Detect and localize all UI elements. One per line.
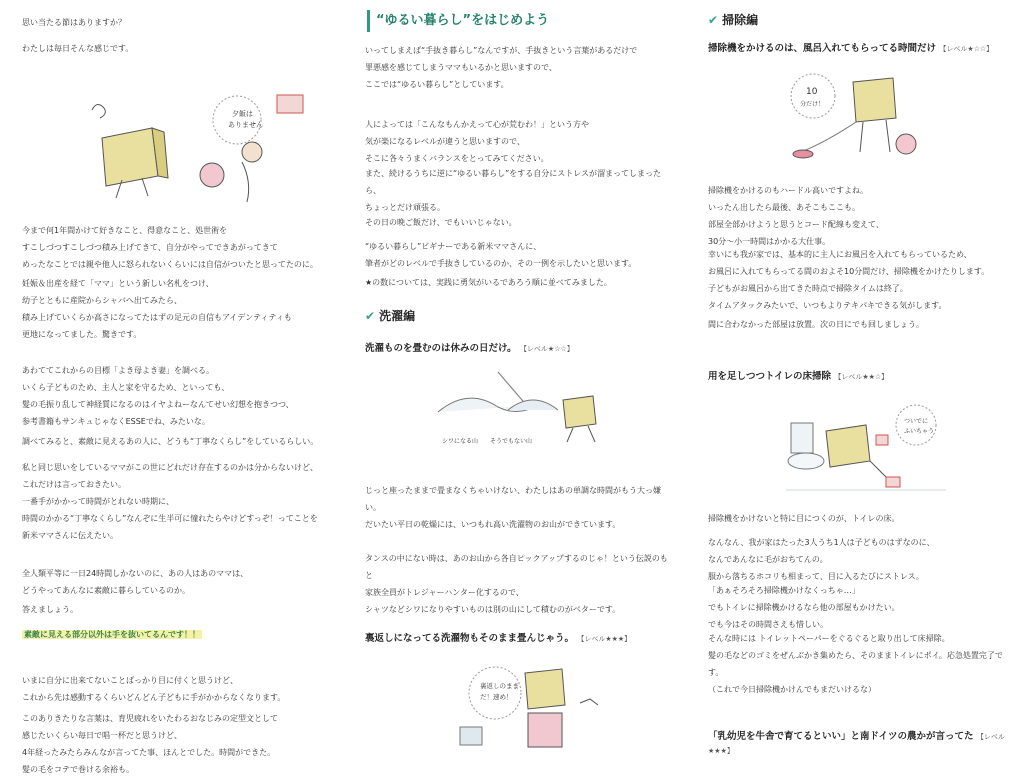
c2-para-1-line-2: 罪悪感を感じてしまうママもいるかと思いますので、 — [365, 63, 557, 72]
para-8-line-1: いまに自分に出来てないことばっかり目に付くと思うけど、 — [22, 676, 238, 685]
c2-para-3-line-1: また、続けるうちに逆に“ゆるい暮らし”をする自分にストレスが溜まってしまったら、 — [365, 169, 662, 195]
c3-para-7-line-1: 「あぁそろそろ掃除機かけなくっちゃ…」 — [708, 586, 860, 595]
para-5-line-5: 新米ママさんに伝えたい。 — [22, 531, 118, 540]
section-laundry-label: 洗濯編 — [379, 309, 416, 323]
illus-c3-1-text-b: 分だけ！ — [800, 101, 825, 108]
cleaning-sub-1-title: 掃除機をかけるのは、風呂入れてもらってる時間だけ — [708, 43, 937, 54]
c2-para-9 — [365, 550, 670, 618]
para-9-line-3: 4年経ったみたらみんなが言ってた事、ほんとでした。時間ができた。 — [22, 748, 276, 757]
c3-para-3-line-1: 子どもがお風呂から出てきた時点で掃除タイムは終了。 — [708, 284, 908, 293]
c3-para-6 — [708, 534, 935, 585]
c3-para-5: 掃除機をかけないと特に目につくのが、トイレの床。 — [708, 514, 900, 523]
para-7: 答えましょう。 — [22, 605, 78, 614]
illustration-toilet-box — [786, 395, 946, 495]
c3-para-8-line-1: そんな時には トイレットペーパーをぐるぐると取り出して床掃除。 — [708, 634, 950, 643]
para-9-line-2: 感じたいくらい毎日で唱一杯だと思うけど、 — [22, 731, 182, 740]
c3-para-1 — [708, 182, 884, 250]
section-cleaning-label: 掃除編 — [722, 13, 759, 27]
para-3 — [22, 362, 294, 430]
c3-para-1-line-2: いったん出したら最後、あそこもここも。 — [708, 203, 860, 212]
para-2-line-1: 妊娠＆出産を経て「ママ」という新しい名札をつけ、 — [22, 279, 214, 288]
laundry-sub-2 — [365, 632, 631, 646]
c3-para-7 — [708, 582, 900, 633]
para-1-line-2: すこしづつすこしづつ積み上げてきて、自分がやってできあがってきて — [22, 243, 278, 252]
laundry-sub-2-level: 【レベル★★★】 — [577, 635, 632, 643]
c3-para-2 — [708, 246, 989, 280]
illustration-laundry-piles — [433, 362, 623, 442]
para-3-line-2: いくら子どものため、主人と家を守るため、といっても、 — [22, 383, 230, 392]
c3-para-6-line-1: なんなん、我が家はたった3人うち1人は子どものはずなのに、 — [708, 538, 935, 547]
para-2-line-2: 幼子とともに産院からシャバへ出てみたら、 — [22, 296, 182, 305]
caption-other-pile: そうでもない山 — [490, 438, 533, 445]
c2-para-8: だいたい平日の乾燥には、いつもれ高い洗濯物のお山ができています。 — [365, 520, 621, 529]
c2-para-1 — [365, 42, 637, 93]
para-5-line-3: 一番手がかかって時間がとれない時期に、 — [22, 497, 174, 506]
section-title-yurui: “ゆるい暮らし”をはじめよう — [367, 10, 549, 32]
illustration-box-character-dinner — [82, 80, 312, 210]
para-6-line-1: 全人類平等に一日24時間しかないのに、あの人はあのママは、 — [22, 569, 249, 578]
laundry-sub-1-title: 洗濯ものを畳むのは休みの日だけ。 — [365, 343, 517, 354]
para-4: 調べてみると、素敵に見えるあの人に、どうも“丁寧なくらし”をしているらしい。 — [22, 437, 319, 446]
c3-para-8 — [708, 630, 1013, 681]
illus1-text-b: ありません — [228, 121, 263, 129]
para-6 — [22, 565, 248, 599]
illus-c3-2-text-a: ついでに — [904, 418, 929, 425]
c3-para-8-line-2: 髪の毛などのゴミをぜんぶかき集めたら、そのままトイレにポイ。応急処置完了です。 — [708, 651, 1003, 677]
c2-para-2-line-3: そこに各々うまくバランスをとってみてください。 — [365, 154, 549, 163]
laundry-sub-1-level: 【レベル★☆☆】 — [519, 345, 574, 353]
cleaning-sub-2-title: 用を足しつつトイレの床掃除 — [708, 371, 832, 382]
para-5-line-2: これだけは言っておきたい。 — [22, 480, 126, 489]
para-6-line-2: どうやってあんなに素敵に暮らしているのか。 — [22, 586, 190, 595]
c3-para-2-line-1: 幸いにも我が家では、基本的に主人にお風呂を入れてもらっているため、 — [708, 250, 972, 259]
column-left — [22, 0, 342, 774]
c2-para-7: じっと座ったままで畳まなくちゃいけない、わたしはあの単調な時間がもう大っ嫌い。 — [365, 486, 661, 512]
column-right — [708, 0, 1013, 768]
para-2-line-4: 更地になってました。驚きです。 — [22, 330, 142, 339]
column-middle — [365, 0, 670, 768]
c2-para-9-line-2: 家族全員がトレジャーハンター化するので、 — [365, 588, 524, 597]
c2-para-3 — [365, 165, 670, 216]
c3-para-7-line-2: でもトイレに掃除機かけるなら他の部屋もかけたい。 — [708, 603, 900, 612]
para-9 — [22, 710, 278, 778]
check-icon-cleaning: ✔ — [708, 13, 719, 27]
c2-para-2 — [365, 116, 589, 167]
c2-para-1-line-1: いってしまえば“手抜き暮らし”なんですが、手抜きという言葉があるだけで — [365, 46, 638, 55]
intro-line-1: 思い当たる節はありますか？ — [22, 18, 126, 27]
para-5-line-4: 時間のかかる“丁寧なくらし”なんぞに生半可に憧れたらやけどすっぞ！ってことを — [22, 514, 318, 523]
illustration-reverse-clothes — [450, 655, 620, 765]
para-3-line-1: あわててこれからの目標「よき母よき妻」を調べる。 — [22, 366, 214, 375]
illustration-vacuum-box — [788, 66, 938, 166]
cleaning-sub-3-level: 【レベル★★★】 — [708, 733, 1005, 755]
para-1-line-1: 今まで何1年間かけて好きなこと、得意なこと、処世術を — [22, 226, 228, 235]
c3-para-2-line-2: お風呂に入れてもらってる間のおよそ10分間だけ、掃除機をかけたりします。 — [708, 267, 990, 276]
para-3-line-4: 参考書籍もサンキュじゃなくESSEでね、みたいな。 — [22, 417, 210, 426]
laundry-sub-1 — [365, 342, 574, 356]
c2-para-9-line-1: タンスの中にない時は、あのお山から各自ピックアップするのじゃ！という伝説のもと — [365, 554, 668, 580]
c2-para-5-line-2: 筆者がどのレベルで手抜きしているのか、その一例を示したいと思います。 — [365, 259, 637, 268]
para-5 — [22, 459, 318, 544]
c2-para-2-line-2: 気が楽になるレベルが違うと思いますので、 — [365, 137, 525, 146]
para-9-line-4: 髪の毛をコテで巻ける余裕も。 — [22, 765, 134, 774]
highlight-text — [22, 626, 202, 643]
c3-para-1-line-1: 掃除機をかけるのもハードル高いですよね。 — [708, 186, 868, 195]
para-5-line-1: 私と同じ思いをしているママがこの世にどれだけ存在するのかは分からないけど、 — [22, 463, 318, 472]
c2-para-3-line-2: ちょっとだけ頑張る。 — [365, 203, 445, 212]
cleaning-sub-3 — [708, 730, 1008, 758]
para-1-line-3: めったなことでは親や他人に怒られないくらいには自信がついたと思ってたのに。 — [22, 260, 318, 269]
illus1-text-a: 夕飯は — [232, 110, 253, 118]
check-icon: ✔ — [365, 309, 376, 323]
para-2-line-3: 積み上げていくらか高さになってたはずの足元の自信もアイデンティティも — [22, 313, 292, 322]
illus3-text-a: 裏返しのまま — [480, 682, 519, 690]
illus3-text-b: だ！速め！ — [480, 693, 513, 701]
intro-line-2: わたしは毎日そんな感じです。 — [22, 44, 134, 53]
c3-para-6-line-3: 服から落ちるホコリも相まって、目に入るたびにストレス。 — [708, 572, 924, 581]
illus-c3-2-text-b: ふいちゃう — [904, 428, 935, 435]
c2-para-1-line-3: ここでは“ゆるい暮らし”としています。 — [365, 80, 509, 89]
c3-para-7-line-3: でも今はその時間さえも惜しい。 — [708, 620, 828, 629]
section-laundry — [365, 308, 415, 324]
c3-para-6-line-2: なんであんなに毛がおちてんの。 — [708, 555, 828, 564]
c2-para-5 — [365, 238, 636, 272]
para-9-line-1: このありきたりな言葉は、育児疲れをいたわるおなじみの定型文として — [22, 714, 278, 723]
c2-para-4: その日の晩ご飯だけ、でもいいじゃない。 — [365, 218, 517, 227]
c3-para-9: （これで今日掃除機かけんでもまだいけるな） — [708, 685, 876, 694]
para-3-line-3: 髪の毛振り乱して神経質になるのはイヤよねーなんてせい幻想を抱きつつ、 — [22, 400, 294, 409]
c3-para-3-line-2: タイムアタックみたいで、いつもよりテキパキできる気がします。 — [708, 301, 947, 310]
para-2 — [22, 275, 292, 343]
c3-para-1-line-4: 30分〜小一時間はかかる大仕事。 — [708, 237, 831, 246]
c2-para-2-line-1: 人によっては「こんなもんかえって心が荒むわ！」という方や — [365, 120, 589, 129]
illus-c3-1-text-a: 10 — [806, 87, 818, 97]
c3-para-4: 間に合わなかった部屋は放置。次の日にでも回しましょう。 — [708, 320, 924, 329]
highlight-span: 素敵に見える部分以外は手を抜いてるんです！！ — [24, 630, 200, 639]
caption-wrinkle-pile: シワになる山 — [442, 438, 479, 445]
c3-para-3 — [708, 280, 946, 314]
para-8 — [22, 672, 285, 706]
cleaning-sub-1-level: 【レベル★☆☆】 — [939, 45, 994, 53]
cleaning-sub-3-title: 「乳幼児を牛舎で育てるといい」と南ドイツの農かが言ってた — [708, 731, 974, 742]
para-1 — [22, 222, 318, 273]
para-8-line-2: これから先は感動するくらいどんどん子どもに手がかからなくなります。 — [22, 693, 286, 702]
section-cleaning — [708, 12, 758, 28]
cleaning-sub-2-level: 【レベル★★☆】 — [834, 373, 889, 381]
laundry-sub-2-title: 裏返しになってる洗濯物もそのまま畳んじゃう。 — [365, 633, 575, 644]
c2-para-9-line-3: シャツなどシワになりやすいものは別の山にして積むのがベターです。 — [365, 605, 621, 614]
c3-para-1-line-3: 部屋全部かけようと思うとコード配線も変えて、 — [708, 220, 884, 229]
c2-para-6: ★の数については、実践に勇気がいるであろう順に並べてみました。 — [365, 278, 612, 287]
c2-para-5-line-1: “ゆるい暮らし”ビギナーである新米ママさんに、 — [365, 242, 542, 251]
cleaning-sub-1 — [708, 42, 993, 56]
cleaning-sub-2 — [708, 370, 888, 384]
